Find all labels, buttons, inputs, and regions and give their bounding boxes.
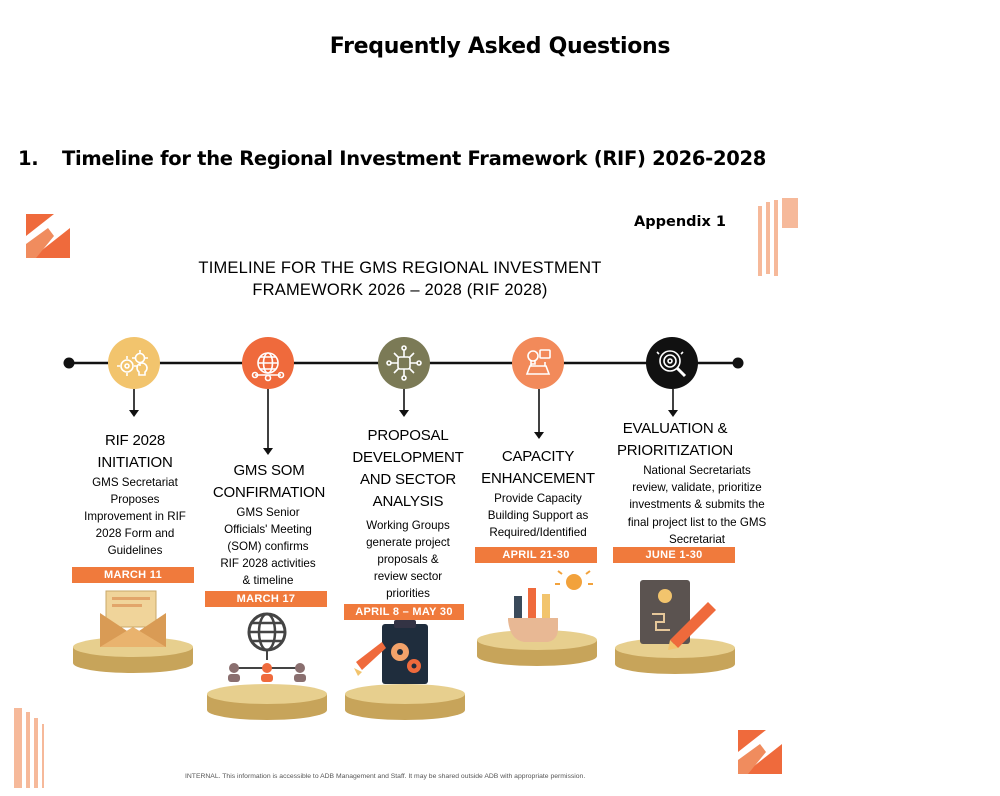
globe-people-network-icon — [204, 606, 330, 724]
page-title: Frequently Asked Questions — [329, 34, 671, 59]
timeline-title-line: TIMELINE FOR THE GMS REGIONAL INVESTMENT — [198, 259, 602, 277]
stage-heading-line: AND SECTOR — [359, 471, 457, 488]
clipboard-gears-icon — [342, 620, 468, 724]
stage-4-heading — [470, 446, 606, 490]
stage-1-description — [66, 474, 204, 559]
stage-description-line: review sector — [373, 570, 443, 583]
stage-heading-line: RIF 2028 — [104, 432, 166, 449]
timeline-title — [150, 257, 650, 301]
stage-3-circle-icon — [377, 336, 431, 390]
stage-3-date: APRIL 8 – MAY 30 — [344, 604, 464, 620]
stage-heading-line: INITIATION — [97, 454, 173, 471]
stage-2-arrow — [262, 389, 274, 457]
stage-5-arrow — [667, 389, 679, 419]
stage-4-arrow — [533, 389, 545, 441]
stage-3-heading — [340, 425, 476, 513]
stage-2-circle-icon — [241, 336, 295, 390]
stage-heading-line: CAPACITY — [501, 448, 575, 465]
stage-3-arrow — [398, 389, 410, 419]
stage-description-line: Proposes — [110, 493, 160, 506]
stage-4-description — [470, 490, 606, 541]
appendix-label: Appendix 1 — [634, 214, 726, 230]
decorative-stripes-icon — [756, 198, 798, 278]
stage-description-line: Officials' Meeting — [224, 523, 312, 536]
hand-tools-lightbulb-icon — [474, 568, 600, 670]
stage-description-line: National Secretariats — [643, 464, 751, 477]
stage-heading-line: ANALYSIS — [372, 493, 444, 510]
stage-description-line: (SOM) confirms — [227, 540, 309, 553]
document-pencil-icon — [612, 570, 738, 678]
stage-4-date: APRIL 21-30 — [475, 547, 597, 563]
stage-1-date: MARCH 11 — [72, 567, 194, 583]
brand-logo-bottom-icon — [738, 730, 782, 774]
stage-1-heading — [70, 430, 200, 474]
stage-heading-line: ENHANCEMENT — [481, 470, 595, 487]
stage-2-date: MARCH 17 — [205, 591, 327, 607]
stage-description-line: investments & submits the — [629, 498, 765, 512]
stage-heading-line: PROPOSAL — [367, 427, 449, 444]
stage-2-heading — [196, 460, 342, 504]
stage-1-arrow — [128, 389, 140, 419]
stage-description-line: GMS Senior — [236, 506, 300, 519]
footer-note: INTERNAL. This information is accessible to ADB Management and Staff. It may be shared outside ADB with appropriate permission. — [185, 773, 586, 780]
stage-2-description — [198, 504, 338, 589]
stage-description-line: Secretariat — [668, 532, 726, 546]
stage-heading-line: GMS SOM — [233, 462, 305, 479]
stage-description-line: priorities — [386, 587, 430, 600]
section-number: 1. — [18, 147, 39, 170]
stage-description-line: Working Groups — [366, 519, 450, 532]
stage-4-circle-icon — [511, 336, 565, 390]
stage-circle — [108, 337, 160, 389]
stage-heading-line: EVALUATION & — [622, 420, 728, 437]
stage-1-circle-icon — [107, 336, 161, 390]
stage-5-heading — [600, 418, 750, 462]
stage-description-line: final project list to the GMS — [627, 515, 767, 529]
section-heading — [18, 147, 766, 170]
stage-description-line: Improvement in RIF — [84, 510, 186, 523]
stage-description-line: review, validate, prioritize — [632, 481, 762, 495]
envelope-documents-icon — [70, 585, 196, 675]
stage-3-description — [344, 517, 472, 602]
stage-description-line: generate project — [366, 536, 450, 549]
stage-heading-line: DEVELOPMENT — [352, 449, 464, 466]
stage-description-line: & timeline — [242, 574, 294, 587]
timeline-title-line: FRAMEWORK 2026 – 2028 (RIF 2028) — [252, 281, 548, 299]
stage-5-circle-icon — [645, 336, 699, 390]
stage-description-line: 2028 Form and — [95, 527, 175, 540]
stage-heading-line: PRIORITIZATION — [616, 442, 734, 459]
stage-heading-line: CONFIRMATION — [212, 484, 326, 501]
stage-5-description — [602, 462, 792, 548]
stage-description-line: proposals & — [377, 553, 439, 566]
stage-5-date: JUNE 1-30 — [613, 547, 735, 563]
stage-description-line: Building Support as — [487, 509, 589, 522]
stage-description-line: Provide Capacity — [494, 492, 582, 505]
brand-logo-icon — [26, 214, 70, 258]
stage-description-line: RIF 2028 activities — [220, 557, 316, 570]
stage-description-line: Guidelines — [107, 544, 163, 557]
stage-description-line: Required/Identified — [489, 526, 587, 539]
decorative-stripes-bottom-icon — [14, 708, 44, 788]
section-heading-text: Timeline for the Regional Investment Framework (RIF) 2026-2028 — [62, 147, 767, 170]
stage-description-line: GMS Secretariat — [92, 476, 178, 489]
